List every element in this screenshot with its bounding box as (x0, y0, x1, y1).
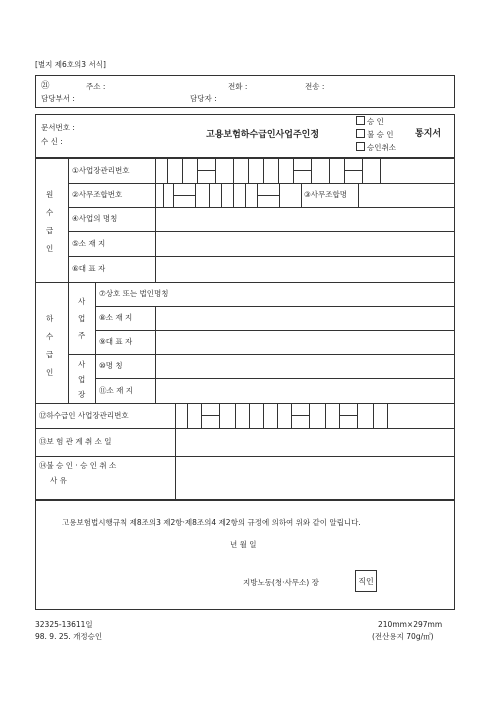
checkbox-icon[interactable] (356, 116, 365, 125)
business-number-digits[interactable] (155, 158, 455, 183)
row-representative-label: ⑥대 표 자 (72, 264, 106, 273)
date-line: 년 월 일 (230, 540, 257, 549)
row-reason-label-line1: ⑭불 승 인 · 승 인 취 소 (39, 461, 117, 470)
doc-number-label: 문서번호 : (41, 123, 75, 132)
row-location-label: ⑤소 재 지 (72, 239, 106, 248)
section-workplace-label: 사 업 장 (78, 360, 86, 399)
row-company-name-label: ⑦상호 또는 법인명칭 (99, 289, 169, 298)
notice-label: 통지서 (415, 129, 442, 139)
paper-size: 210mm×297mm (378, 620, 443, 629)
statement-text: 고용보험법시행규칙 제8조의3 제2항·제8조의4 제2항의 규정에 의하여 위와 같이 알립니다. (62, 518, 361, 527)
option-cancel-label: 승인취소 (367, 143, 396, 152)
checkbox-icon[interactable] (356, 129, 365, 138)
option-approve[interactable] (356, 116, 384, 127)
row-employer-location-label: ⑧소 재 지 (99, 313, 133, 322)
row-cancel-date-label: ⑬보 험 관 계 취 소 일 (39, 437, 112, 446)
fax-label: 전송 : (305, 82, 325, 91)
cancel-date-input[interactable] (156, 431, 454, 456)
row-association-name-label: ③사무조합명 (304, 190, 347, 199)
address-label: 주소 : (86, 82, 106, 91)
row-reason-label-line2: 사 유 (50, 476, 67, 485)
seal-box (355, 570, 377, 592)
form-code: 32325-13611일 (35, 620, 93, 629)
approval-date: 98. 9. 25. 개정승인 (35, 632, 103, 641)
phone-label: 전화 : (228, 82, 248, 91)
department-label: 담당부서 : (41, 94, 75, 103)
seal-label: 직인 (358, 576, 374, 586)
row-business-name-label: ④사업의 명칭 (72, 214, 118, 223)
section-employer-label: 사 업 주 (78, 297, 86, 340)
option-cancel[interactable] (356, 142, 396, 153)
row-employer-representative-label: ⑨대 표 자 (99, 337, 133, 346)
sub-business-number-digits[interactable] (175, 403, 455, 428)
association-name-input[interactable] (359, 184, 454, 207)
row-business-number-label: ①사업장관리번호 (72, 166, 130, 175)
form-reference: [별지 제6호의3 서식] (35, 60, 106, 69)
row-workplace-name-label: ⑩명 칭 (99, 361, 123, 370)
statement-block (35, 500, 455, 610)
form-title: 고용보험하수급인사업주인정 (206, 130, 320, 140)
section-contractor-label: 원 수 급 인 (46, 190, 54, 253)
person-in-charge-label: 담당자 : (190, 94, 217, 103)
row-sub-business-number-label: ⑫하수급인 사업장관리번호 (39, 411, 129, 420)
issuer-mark: ㉑ (41, 81, 50, 91)
paper-type: (전산용지 70g/㎡) (372, 632, 434, 641)
option-approve-label: 승 인 (367, 117, 384, 126)
row-association-number-label: ②사무조합번호 (72, 190, 123, 199)
representative-input[interactable] (156, 257, 454, 282)
authority-label: 지방노동(청·사무소) 장 (243, 578, 319, 587)
business-name-input[interactable] (156, 208, 454, 231)
location-input[interactable] (156, 232, 454, 256)
reason-input[interactable] (176, 457, 454, 499)
section-subcontractor-label: 하 수 급 인 (46, 314, 54, 377)
row-workplace-location-label: ⑪소 재 지 (99, 386, 134, 395)
option-reject[interactable] (356, 129, 394, 140)
option-reject-label: 불 승 인 (367, 130, 394, 139)
checkbox-icon[interactable] (356, 142, 365, 151)
recipient-label: 수 신 : (41, 137, 63, 146)
